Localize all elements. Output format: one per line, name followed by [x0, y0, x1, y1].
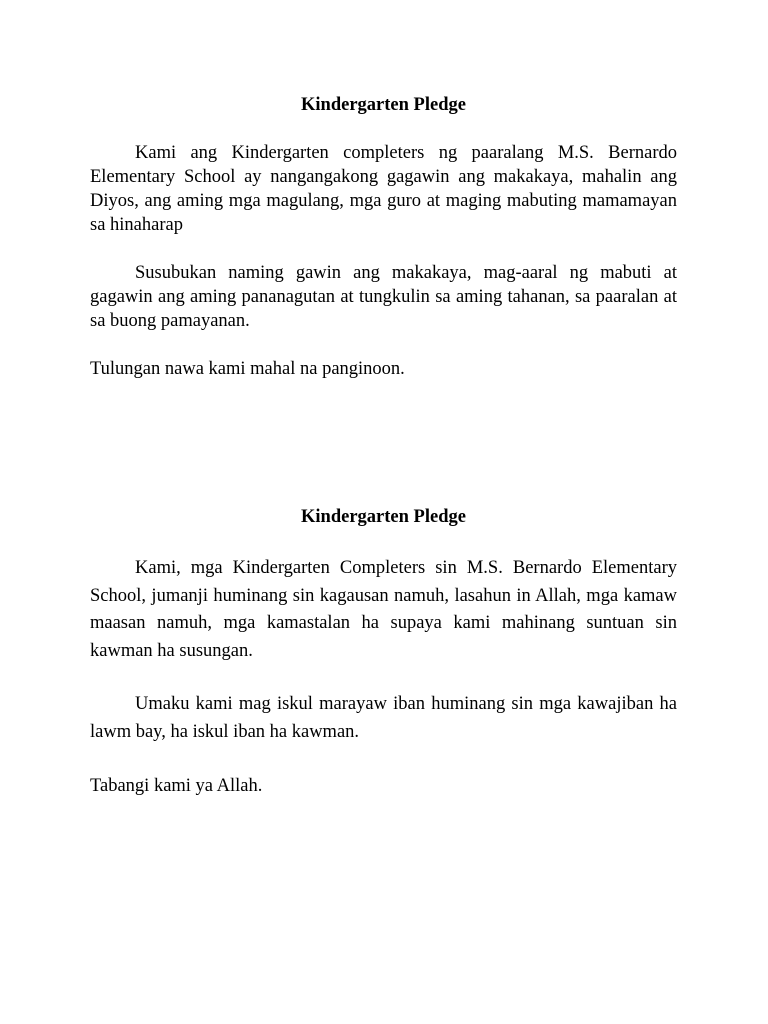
pledge-paragraph: Susubukan naming gawin ang makakaya, mag-aaral ng mabuti at gagawin ang aming pananagutan at tungkulin sa aming tahanan, sa paaralan at sa buong pamayanan. — [90, 263, 677, 331]
pledge-filipino — [90, 93, 677, 381]
pledge-closing-line: Tabangi kami ya Allah. — [90, 776, 263, 796]
pledge-closing-line: Tulungan nawa kami mahal na panginoon. — [90, 359, 405, 379]
pledge-title: Kindergarten Pledge — [301, 95, 466, 115]
pledge-tausug — [90, 505, 677, 801]
pledge-title: Kindergarten Pledge — [301, 507, 466, 527]
pledge-paragraph: Kami, mga Kindergarten Completers sin M.S. Bernardo Elementary School, jumanji huminang sin kagausan namuh, lasahun in Allah, mga kamaw maasan namuh, mga kamastalan ha supaya kami mahinang suntuan sin kawman ha susungan. — [90, 558, 677, 661]
pledge-paragraph: Umaku kami mag iskul marayaw iban huminang sin mga kawajiban ha lawm bay, ha iskul iban ha kawman. — [90, 694, 677, 742]
pledge-paragraph: Kami ang Kindergarten completers ng paaralang M.S. Bernardo Elementary School ay nangangakong gagawin ang makakaya, mahalin ang Diyos, ang aming mga magulang, mga guro at maging mabuting mamamayan sa hinaharap — [90, 143, 677, 235]
